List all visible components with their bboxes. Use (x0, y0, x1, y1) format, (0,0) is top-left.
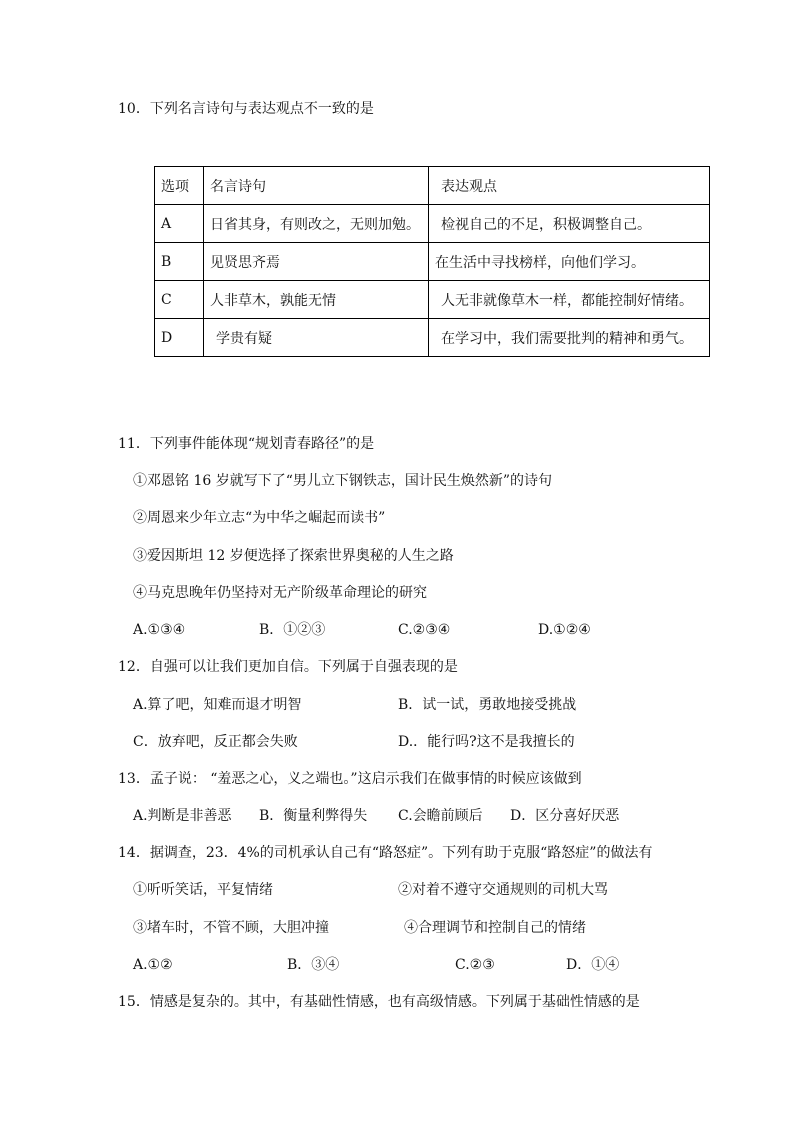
q12-option-d: D.．能行吗?这不是我擅长的 (398, 734, 575, 750)
q11-item: ③爱因斯坦 12 岁便选择了探索世界奥秘的人生之路 (133, 548, 454, 564)
q11-option-c: C.②③④ (398, 622, 451, 638)
q13-option-b: B．衡量利弊得失 (259, 808, 368, 824)
q13-option-d: D．区分喜好厌恶 (510, 808, 620, 824)
q10-stem: 10．下列名言诗句与表达观点不一致的是 (118, 101, 374, 117)
q13-stem: 13．孟子说： “羞恶之心，义之端也。”这启示我们在做事情的时候应该做到 (118, 771, 582, 787)
table-cell: 检视自己的不足，积极调整自己。 (429, 205, 710, 243)
q14-option-a: A.①② (133, 957, 173, 973)
q11-option-d: D.①②④ (538, 622, 591, 638)
q13-option-a: A.判断是非善恶 (133, 808, 232, 824)
table-cell: 日省其身，有则改之，无则加勉。 (204, 205, 429, 243)
q11-item: ④马克思晚年仍坚持对无产阶级革命理论的研究 (133, 585, 427, 601)
q14-option-b: B．③④ (287, 957, 340, 973)
table-cell: 人非草木，孰能无情 (204, 281, 429, 319)
q12-stem: 12．自强可以让我们更加自信。下列属于自强表现的是 (118, 659, 458, 675)
q11-stem: 11．下列事件能体现“规划青春路径”的是 (118, 436, 375, 452)
table-cell: 见贤思齐焉 (204, 243, 429, 281)
table-row (155, 205, 710, 243)
q14-stem: 14．据调查，23．4%的司机承认自己有“路怒症”。下列有助于克服“路怒症”的做法有 (118, 845, 653, 861)
q12-option-a: A.算了吧，知难而退才明智 (133, 697, 302, 713)
q14-item: ④合理调节和控制自己的情绪 (404, 920, 586, 936)
table-cell: 在学习中，我们需要批判的精神和勇气。 (429, 319, 710, 357)
q15-stem: 15．情感是复杂的。其中，有基础性情感，也有高级情感。下列属于基础性情感的是 (118, 994, 640, 1010)
q14-option-c: C.②③ (455, 957, 495, 973)
table-cell: 人无非就像草木一样，都能控制好情绪。 (429, 281, 710, 319)
table-cell: A (155, 205, 204, 243)
table-header-cell: 名言诗句 (204, 167, 429, 205)
table-header-cell: 选项 (155, 167, 204, 205)
table-row (155, 243, 710, 281)
table-cell: C (155, 281, 204, 319)
table-header-cell: 表达观点 (429, 167, 710, 205)
q12-option-c: C．放弃吧，反正都会失败 (133, 734, 298, 750)
q10-table (154, 166, 710, 357)
table-cell: D (155, 319, 204, 357)
q14-item: ①听听笑话，平复情绪 (133, 882, 273, 898)
table-header-row (155, 167, 710, 205)
q11-option-b: B．①②③ (259, 622, 326, 638)
table-row (155, 281, 710, 319)
table-cell: 在生活中寻找榜样，向他们学习。 (429, 243, 710, 281)
q14-item: ②对着不遵守交通规则的司机大骂 (398, 882, 608, 898)
q11-option-a: A.①③④ (133, 622, 186, 638)
table-row (155, 319, 710, 357)
table-cell: B (155, 243, 204, 281)
q11-item: ①邓恩铭 16 岁就写下了“男儿立下钢铁志，国计民生焕然新”的诗句 (133, 473, 553, 489)
table-cell: 学贵有疑 (204, 319, 429, 357)
q13-option-c: C.会瞻前顾后 (398, 808, 483, 824)
q11-item: ②周恩来少年立志“为中华之崛起而读书” (133, 510, 386, 526)
q14-item: ③堵车时，不管不顾，大胆冲撞 (133, 920, 329, 936)
q12-option-b: B．试一试，勇敢地接受挑战 (398, 697, 577, 713)
q14-option-d: D．①④ (566, 957, 620, 973)
